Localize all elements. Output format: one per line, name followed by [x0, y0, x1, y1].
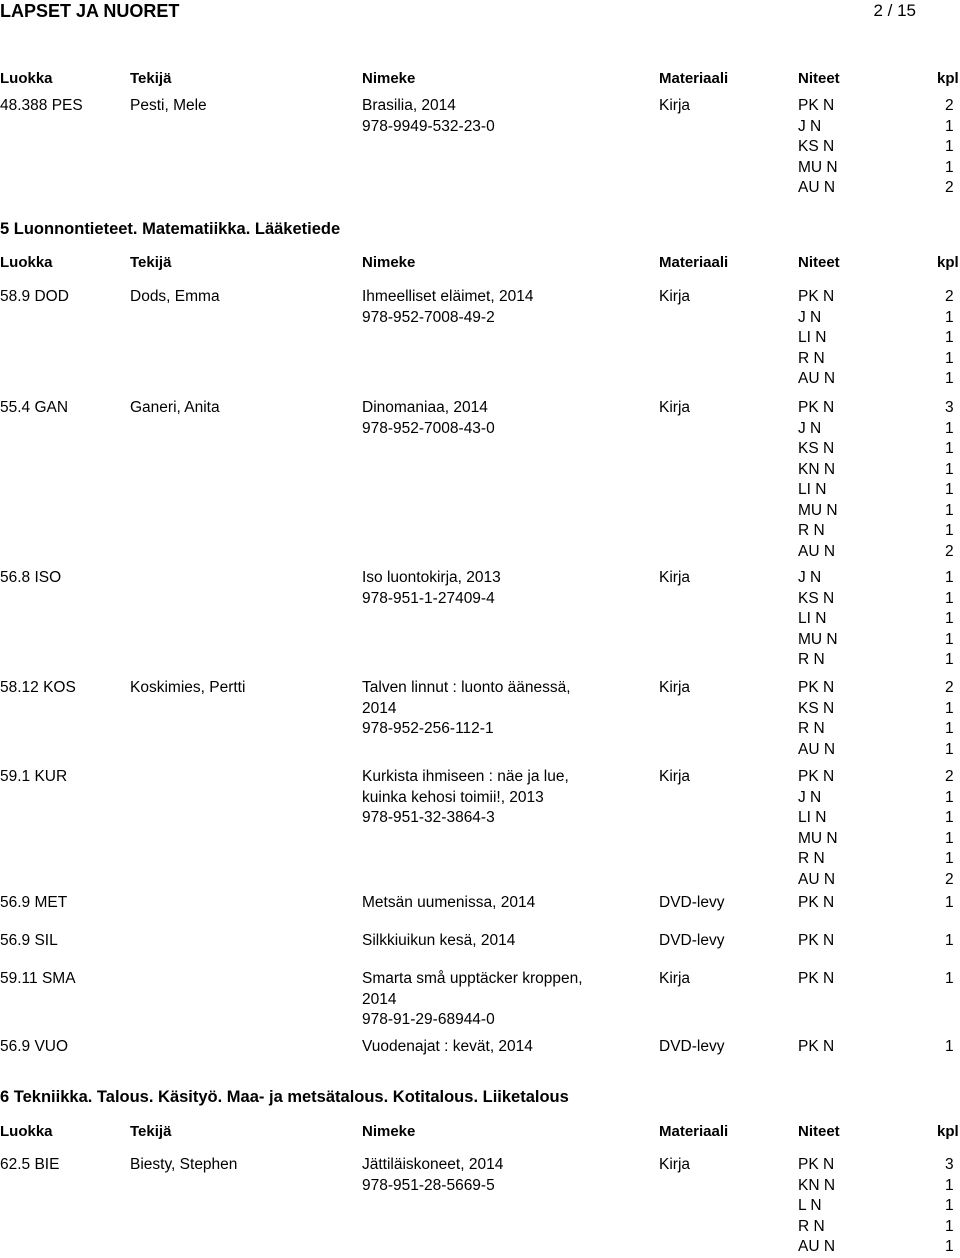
copy-count: 1: [945, 589, 954, 607]
record-title-line: 978-952-256-112-1: [362, 720, 494, 737]
copy-count: 1: [945, 720, 954, 737]
record-material: Kirja: [659, 399, 691, 416]
record-material: Kirja: [659, 1156, 691, 1173]
copy-location: MU N: [798, 630, 838, 648]
record-copies: [798, 287, 835, 390]
copy-count: 1: [945, 788, 954, 806]
copy-count: 1: [945, 970, 954, 987]
copy-count: 1: [945, 419, 954, 437]
record-counts: [945, 568, 954, 671]
copy-count: 1: [945, 809, 954, 826]
column-header-row: [0, 253, 960, 273]
column-header-nimeke: Nimeke: [362, 254, 416, 271]
copy-count: 1: [945, 158, 954, 176]
copy-location: J N: [798, 569, 822, 586]
copy-count: 1: [945, 1238, 954, 1255]
copy-location: R N: [798, 349, 825, 367]
copy-count: 1: [945, 440, 954, 457]
copy-count: 1: [945, 1038, 954, 1055]
column-header-materiaali: Materiaali: [659, 1123, 729, 1140]
copy-count: 1: [945, 932, 954, 949]
copy-location: KN N: [798, 460, 836, 478]
record-copies: [798, 969, 834, 990]
record-title-line: 978-952-7008-49-2: [362, 308, 495, 326]
record-title-line: Jättiläiskoneet, 2014: [362, 1156, 504, 1173]
page-header: [0, 0, 960, 26]
column-header-luokka: Luokka: [0, 1123, 53, 1140]
record-copies: [798, 767, 838, 890]
record-material: Kirja: [659, 679, 691, 696]
copy-location: R N: [798, 522, 825, 539]
copy-location: MU N: [798, 829, 838, 847]
copy-location: MU N: [798, 501, 838, 519]
record-class: 56.9 SIL: [0, 932, 58, 949]
record-class: 56.9 VUO: [0, 1038, 69, 1055]
record-title-line: kuinka kehosi toimii!, 2013: [362, 788, 544, 806]
copy-location: AU N: [798, 370, 836, 387]
copy-location: AU N: [798, 1238, 836, 1255]
column-header-kpl: kpl: [937, 70, 959, 87]
copy-count: 2: [945, 288, 954, 305]
copy-location: AU N: [798, 870, 836, 888]
record-copies: [798, 398, 838, 562]
record-copies: [798, 678, 835, 760]
copy-location: LI N: [798, 809, 827, 826]
record-class: 56.9 MET: [0, 894, 68, 911]
copy-location: LI N: [798, 610, 827, 627]
copy-count: 1: [945, 651, 954, 668]
record-author: Biesty, Stephen: [130, 1156, 238, 1173]
copy-location: KS N: [798, 589, 835, 607]
record-counts: [945, 96, 954, 199]
record-title: [362, 1155, 503, 1196]
record-material: DVD-levy: [659, 932, 725, 949]
record-counts: [945, 398, 954, 562]
record-material: DVD-levy: [659, 1038, 725, 1055]
copy-location: PK N: [798, 288, 835, 305]
copy-count: 1: [945, 329, 954, 346]
copy-location: MU N: [798, 158, 838, 176]
column-header-tekija: Tekijä: [130, 254, 172, 271]
record-class: 55.4 GAN: [0, 399, 69, 416]
copy-count: 2: [945, 542, 954, 560]
copy-location: PK N: [798, 894, 835, 911]
record-material: Kirja: [659, 288, 691, 305]
copy-count: 1: [945, 850, 954, 867]
column-header-nimeke: Nimeke: [362, 70, 416, 87]
copy-count: 1: [945, 740, 954, 758]
record-title-line: Silkkiuikun kesä, 2014: [362, 932, 516, 949]
copy-count: 1: [945, 460, 954, 478]
record-counts: [945, 767, 954, 890]
record-class: 62.5 BIE: [0, 1156, 60, 1173]
copy-location: KS N: [798, 699, 835, 717]
record-counts: [945, 893, 954, 914]
record-title-line: 2014: [362, 990, 397, 1008]
record-author: Dods, Emma: [130, 288, 220, 305]
record-class: 58.12 KOS: [0, 679, 76, 696]
copy-count: 3: [945, 1156, 954, 1173]
copy-count: 1: [945, 1217, 954, 1235]
record-title-line: 978-951-28-5669-5: [362, 1176, 495, 1194]
record-title-line: Kurkista ihmiseen : näe ja lue,: [362, 768, 569, 785]
copy-location: PK N: [798, 1156, 835, 1173]
record-material: Kirja: [659, 569, 691, 586]
record-title-line: 2014: [362, 699, 397, 717]
record-title-line: Talven linnut : luonto äänessä,: [362, 679, 571, 696]
record-counts: [945, 931, 954, 952]
copy-count: 1: [945, 699, 954, 717]
copy-location: J N: [798, 117, 822, 135]
record-title: [362, 398, 495, 439]
record-title-line: Smarta små upptäcker kroppen,: [362, 970, 583, 987]
copy-count: 1: [945, 138, 954, 155]
page-number: 2 / 15: [873, 1, 916, 20]
record-counts: [945, 287, 954, 390]
copy-location: KS N: [798, 138, 835, 155]
column-header-row: [0, 69, 960, 89]
record-material: DVD-levy: [659, 894, 725, 911]
copy-location: LI N: [798, 329, 827, 346]
column-header-kpl: kpl: [937, 1123, 959, 1140]
record-title-line: Iso luontokirja, 2013: [362, 569, 501, 586]
record-material: Kirja: [659, 970, 691, 987]
record-title-line: Dinomaniaa, 2014: [362, 399, 488, 416]
copy-location: R N: [798, 651, 825, 668]
record-title: [362, 287, 533, 328]
column-header-kpl: kpl: [937, 254, 959, 271]
record-counts: [945, 1037, 954, 1058]
copy-location: L N: [798, 1197, 822, 1214]
column-header-niteet: Niteet: [798, 1123, 840, 1140]
copy-location: J N: [798, 308, 822, 326]
record-title: [362, 969, 583, 1031]
column-header-nimeke: Nimeke: [362, 1123, 416, 1140]
record-title-line: 978-952-7008-43-0: [362, 419, 495, 437]
record-title: [362, 678, 571, 740]
copy-location: PK N: [798, 399, 835, 416]
record-title-line: 978-951-32-3864-3: [362, 809, 495, 826]
copy-location: PK N: [798, 932, 835, 949]
record-counts: [945, 969, 954, 990]
copy-count: 1: [945, 501, 954, 519]
copy-count: 1: [945, 610, 954, 627]
copy-count: 2: [945, 768, 954, 785]
copy-count: 3: [945, 399, 954, 416]
copy-count: 2: [945, 870, 954, 888]
record-copies: [798, 931, 834, 952]
column-header-luokka: Luokka: [0, 70, 53, 87]
record-material: Kirja: [659, 768, 691, 785]
record-title: [362, 96, 495, 137]
record-class: 59.11 SMA: [0, 970, 76, 987]
copy-location: J N: [798, 419, 822, 437]
record-copies: [798, 568, 838, 671]
record-counts: [945, 1155, 954, 1258]
record-author: Ganeri, Anita: [130, 399, 220, 416]
copy-location: PK N: [798, 970, 835, 987]
copy-location: R N: [798, 1217, 825, 1235]
column-header-tekija: Tekijä: [130, 70, 172, 87]
record-title-line: Ihmeelliset eläimet, 2014: [362, 288, 534, 305]
copy-location: KS N: [798, 440, 835, 457]
copy-location: J N: [798, 788, 822, 806]
copy-count: 1: [945, 1197, 954, 1214]
copy-count: 1: [945, 522, 954, 539]
copy-count: 1: [945, 1176, 954, 1194]
record-material: Kirja: [659, 97, 691, 114]
column-header-niteet: Niteet: [798, 254, 840, 271]
copy-location: PK N: [798, 97, 835, 114]
section-title: 5 Luonnontieteet. Matematiikka. Lääketiede: [0, 220, 341, 238]
section-title: 6 Tekniikka. Talous. Käsityö. Maa- ja metsätalous. Kotitalous. Liiketalous: [0, 1088, 569, 1106]
record-class: 48.388 PES: [0, 97, 83, 114]
copy-count: 1: [945, 117, 954, 135]
copy-location: AU N: [798, 740, 836, 758]
record-class: 56.8 ISO: [0, 569, 62, 586]
record-copies: [798, 1037, 834, 1058]
record-author: Pesti, Mele: [130, 97, 207, 114]
copy-count: 2: [945, 97, 954, 114]
copy-location: KN N: [798, 1176, 836, 1194]
copy-count: 1: [945, 630, 954, 648]
copy-count: 1: [945, 308, 954, 326]
copy-location: R N: [798, 720, 825, 737]
copy-count: 1: [945, 569, 954, 586]
record-author: Koskimies, Pertti: [130, 679, 246, 696]
record-class: 59.1 KUR: [0, 768, 68, 785]
copy-location: AU N: [798, 179, 836, 196]
record-copies: [798, 96, 838, 199]
copy-count: 1: [945, 829, 954, 847]
column-header-materiaali: Materiaali: [659, 70, 729, 87]
column-header-niteet: Niteet: [798, 70, 840, 87]
copy-count: 1: [945, 370, 954, 387]
record-title-line: 978-951-1-27409-4: [362, 589, 495, 607]
page-title: LAPSET JA NUORET: [0, 1, 180, 21]
copy-location: PK N: [798, 1038, 835, 1055]
copy-location: PK N: [798, 679, 835, 696]
column-header-materiaali: Materiaali: [659, 254, 729, 271]
record-title: [362, 767, 569, 829]
record-title: [362, 568, 501, 609]
copy-count: 1: [945, 349, 954, 367]
copy-location: AU N: [798, 542, 836, 560]
copy-location: LI N: [798, 481, 827, 498]
record-title: [362, 893, 535, 914]
column-header-luokka: Luokka: [0, 254, 53, 271]
record-title-line: Vuodenajat : kevät, 2014: [362, 1038, 533, 1055]
copy-location: R N: [798, 850, 825, 867]
record-title: [362, 1037, 533, 1058]
column-header-row: [0, 1122, 960, 1142]
record-title: [362, 931, 515, 952]
record-copies: [798, 893, 834, 914]
copy-count: 2: [945, 179, 954, 196]
copy-count: 1: [945, 894, 954, 911]
record-class: 58.9 DOD: [0, 288, 69, 305]
record-title-line: 978-9949-532-23-0: [362, 117, 495, 135]
copy-count: 2: [945, 679, 954, 696]
record-title-line: Metsän uumenissa, 2014: [362, 894, 536, 911]
record-counts: [945, 678, 954, 760]
column-header-tekija: Tekijä: [130, 1123, 172, 1140]
record-title-line: Brasilia, 2014: [362, 97, 456, 114]
copy-location: PK N: [798, 768, 835, 785]
record-copies: [798, 1155, 835, 1258]
record-title-line: 978-91-29-68944-0: [362, 1011, 495, 1028]
copy-count: 1: [945, 481, 954, 498]
